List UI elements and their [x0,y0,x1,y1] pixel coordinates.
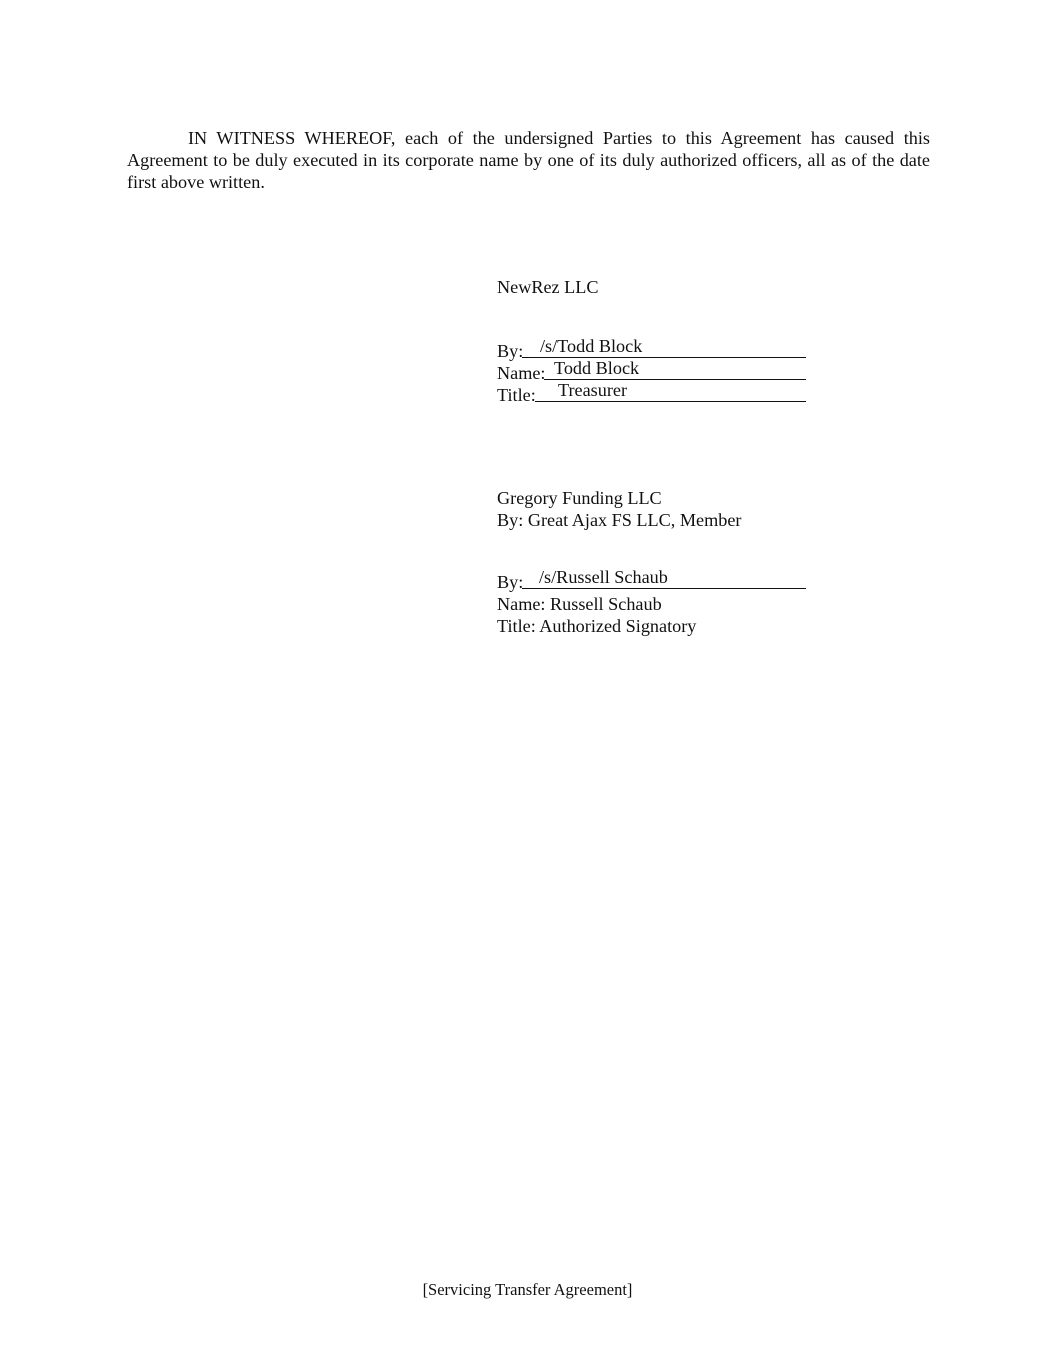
witness-paragraph: IN WITNESS WHEREOF, each of the undersigned Parties to this Agreement has caused this Agreement to be duly executed in its corporate name by one of its duly authorized officers, all as of the date first above written. [127,128,930,192]
newrez-name-row [497,359,806,381]
gregory-by-value: /s/Russell Schaub [539,567,668,587]
gregory-company-name: Gregory Funding LLC [497,488,662,508]
gregory-by-row [497,568,806,590]
gregory-by-label: By: [497,572,524,592]
newrez-company-name: NewRez LLC [497,277,599,297]
gregory-by-signature-line [522,588,806,589]
newrez-by-value: /s/Todd Block [540,336,643,356]
newrez-name-value: Todd Block [554,358,640,378]
newrez-by-label: By: [497,341,524,361]
page-footer: [Servicing Transfer Agreement] [422,1280,633,1299]
newrez-title-signature-line [535,401,806,402]
newrez-title-row [497,381,806,403]
gregory-name-line: Name: Russell Schaub [497,594,662,614]
newrez-title-label: Title: [497,385,536,405]
newrez-title-value: Treasurer [558,380,628,400]
newrez-name-label: Name: [497,363,546,383]
gregory-title-line: Title: Authorized Signatory [497,616,697,636]
newrez-by-row [497,337,806,359]
gregory-member-line: By: Great Ajax FS LLC, Member [497,510,742,530]
